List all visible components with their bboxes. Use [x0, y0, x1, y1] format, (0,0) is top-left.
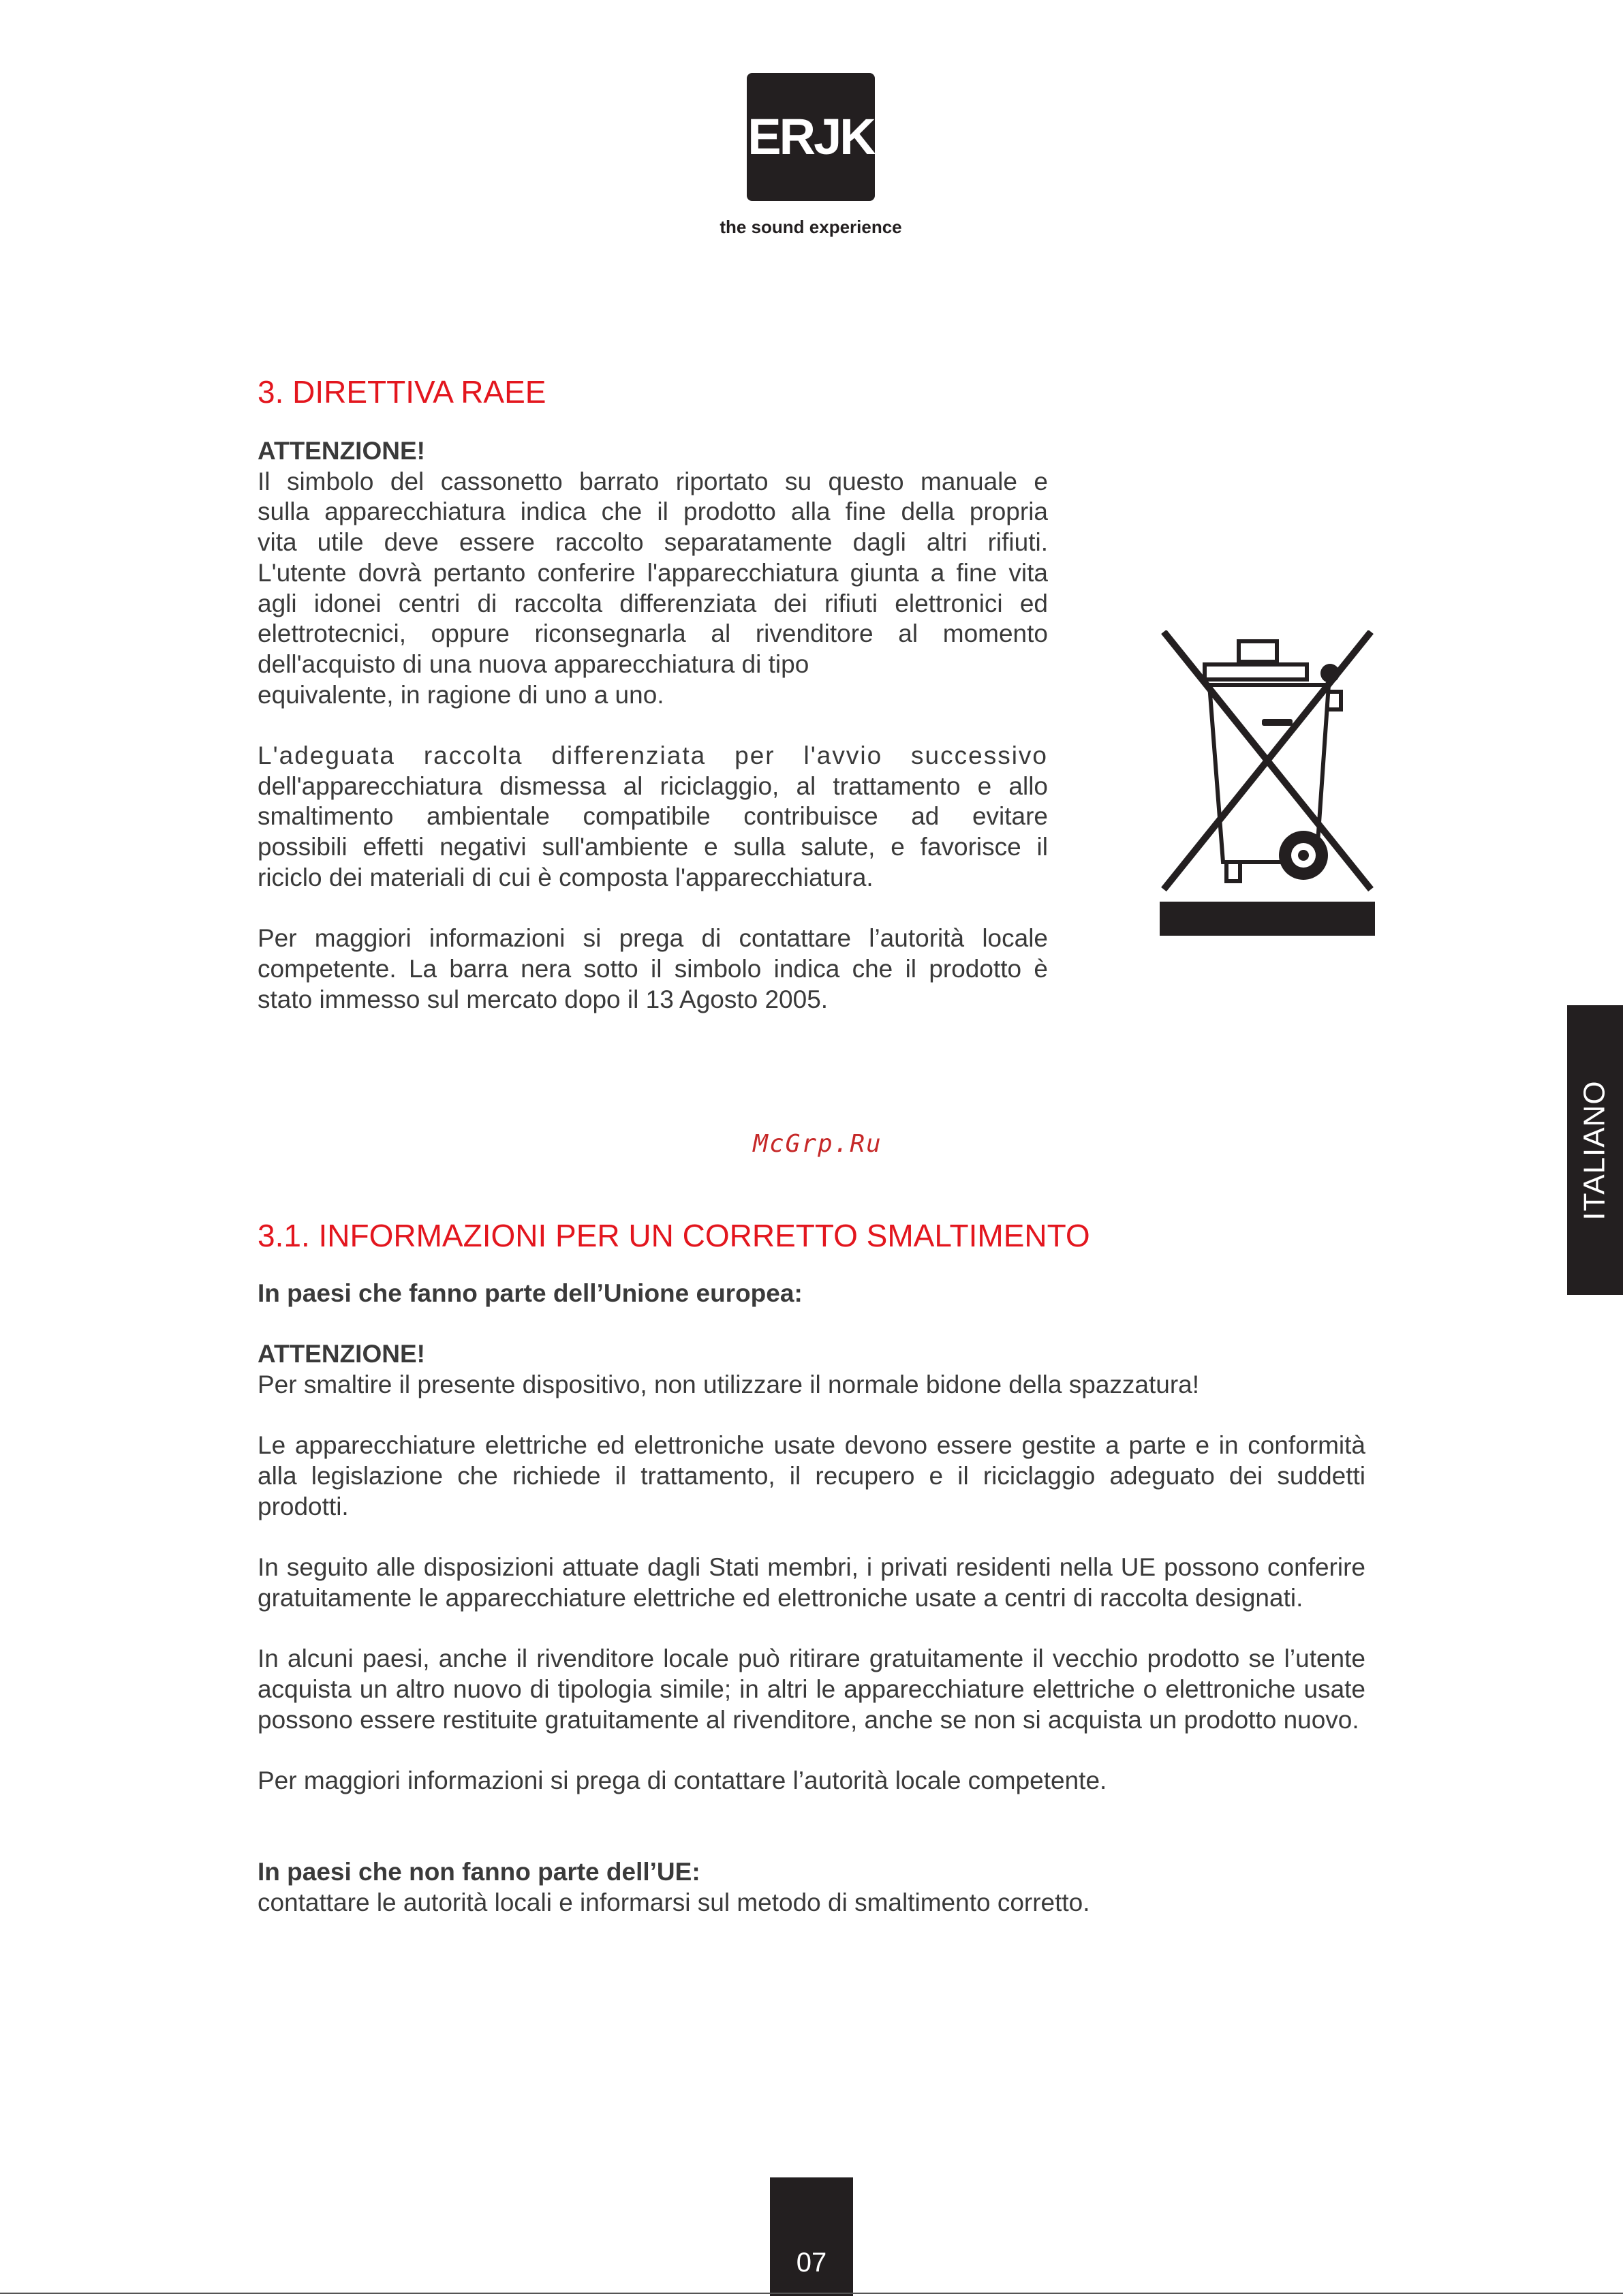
- watermark: McGrp.Ru: [753, 1130, 882, 1158]
- section-3-p2-line: dell'apparecchiatura dismessa al riciclaggio, al trattamento e allo: [258, 771, 1048, 800]
- disposal-warning: Per smaltire il presente dispositivo, non utilizzare il normale bidone della spazzatura!: [258, 1371, 1200, 1399]
- section-3-p2-line: riciclo dei materiali di cui è composta l'apparecchiatura.: [258, 863, 874, 891]
- section-3-p2-line: L'adeguata raccolta differenziata per l'avvio successivo: [258, 741, 1048, 770]
- section-3-1-body: [258, 1279, 1365, 1918]
- section-3-1-paragraph: In alcuni paesi, anche il rivenditore locale può ritirare gratuitamente il vecchio prodotto se l’utente acquista un altro nuovo di tipologia simile; in altri le apparecchiature elettriche o elettroniche usate possono essere restituite gratuitamente al rivenditore, anche se non si acquista un prodotto nuovo.: [258, 1644, 1365, 1734]
- section-3-p2-line: smaltimento ambientale compatibile contribuisce ad evitare: [258, 802, 1048, 831]
- section-3-heading: 3. DIRETTIVA RAEE: [258, 374, 546, 410]
- language-tab: [1567, 1005, 1623, 1295]
- section-3-p1-line: Il simbolo del cassonetto barrato riportato su questo manuale e: [258, 467, 1048, 495]
- section-3-p1-line: dell'acquisto di una nuova apparecchiatura di tipo: [258, 649, 809, 678]
- page-number: 07: [796, 2248, 827, 2278]
- section-3-1-paragraph: In seguito alle disposizioni attuate dagli Stati membri, i privati residenti nella UE possono conferire gratuitamente le apparecchiature elettriche ed elettroniche usate a centri di raccolta designati.: [258, 1553, 1365, 1612]
- section-3-1-paragraph: Le apparecchiature elettriche ed elettroniche usate devono essere gestite a parte e in conformità alla legislazione che richiede il trattamento, il recupero e il riciclaggio adeguato dei suddetti prodotti.: [258, 1431, 1365, 1520]
- brand-logo-text: ERJK: [747, 108, 874, 165]
- section-3-p3-line: Per maggiori informazioni si prega di contattare l’autorità locale: [258, 924, 1048, 953]
- page-number-box: [770, 2177, 853, 2296]
- crossed-out-wheelie-bin-icon: [1158, 630, 1376, 937]
- section-3-p3-line: stato immesso sul mercato dopo il 13 Agosto 2005.: [258, 985, 829, 1013]
- section-3-p1-line: elettrotecnici, oppure riconsegnarla al rivenditore al momento: [258, 619, 1048, 648]
- brand-logo: [747, 73, 875, 201]
- section-3-p1-line: vita utile deve essere raccolto separatamente dagli altri rifiuti.: [258, 528, 1048, 557]
- section-3-p1-line: agli idonei centri di raccolta differenziata dei rifiuti elettronici ed: [258, 589, 1048, 617]
- non-eu-text: contattare le autorità locali e informarsi sul metodo di smaltimento corretto.: [258, 1888, 1090, 1916]
- section-3-p2-line: possibili effetti negativi sull'ambiente e sulla salute, e favorisce il: [258, 833, 1048, 861]
- section-3-p1-line: L'utente dovrà pertanto conferire l'apparecchiatura giunta a fine vita: [258, 558, 1048, 587]
- section-3-p3-line: competente. La barra nera sotto il simbolo indica che il prodotto è: [258, 954, 1048, 983]
- language-tab-label: ITALIANO: [1578, 1080, 1612, 1221]
- non-eu-title: In paesi che non fanno parte dell’UE:: [258, 1858, 700, 1886]
- eu-title: In paesi che fanno parte dell’Unione europea:: [258, 1279, 803, 1307]
- section-3-1-heading: 3.1. INFORMAZIONI PER UN CORRETTO SMALTIMENTO: [258, 1218, 1090, 1253]
- section-3-attention: ATTENZIONE!: [258, 437, 425, 465]
- section-3-p1-line: sulla apparecchiatura indica che il prodotto alla fine della propria: [258, 498, 1048, 526]
- brand-tagline: the sound experience: [720, 217, 902, 237]
- section-3-1-attention: ATTENZIONE!: [258, 1340, 425, 1368]
- bottom-divider: [0, 2293, 1623, 2294]
- section-3-body: [258, 436, 1048, 1015]
- section-3-p1-line: equivalente, in ragione di uno a uno.: [258, 680, 664, 709]
- section-3-1-paragraph: Per maggiori informazioni si prega di contattare l’autorità locale competente.: [258, 1766, 1107, 1795]
